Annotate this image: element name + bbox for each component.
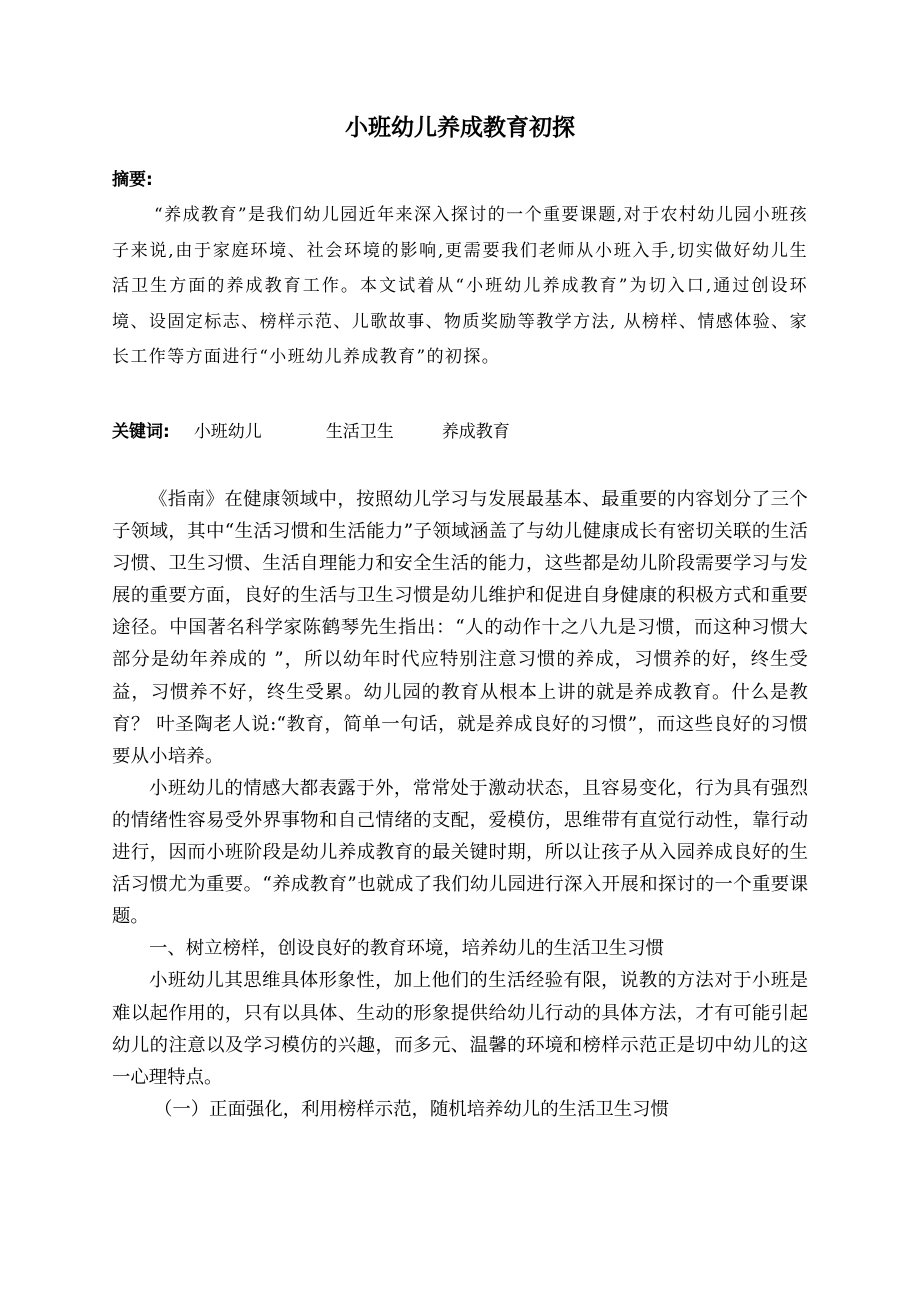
section-heading: 一、树立榜样，创设良好的教育环境，培养幼儿的生活卫生习惯 [149,938,664,960]
body-paragraph: 小班幼儿其思维具体形象性，加上他们的生活经验有限，说教的方法对于小班是难以起作用的，只有以具体、生动的形象提供给幼儿行动的具体方法，才有可能引起幼儿的注意以及学习模仿的兴趣，而多元、温馨的环境和榜样示范正是切中幼儿的这一心理特点。 [112,970,808,1088]
body-text [112,484,808,1126]
abstract-text: “养成教育”是我们幼儿园近年来深入探讨的一个重要课题,对于农村幼儿园小班孩子来说,由于家庭环境、社会环境的影响,更需要我们老师从小班入手,切实做好幼儿生活卫生方面的养成教育工作。本文试着从“小班幼儿养成教育”为切入口,通过创设环境、设固定标志、榜样示范、儿歌故事、物质奖励等教学方法, 从榜样、情感体验、家长工作等方面进行“小班幼儿养成教育”的初探。 [112,205,808,367]
body-paragraph: 小班幼儿的情感大都表露于外，常常处于激动状态，且容易变化，行为具有强烈的情绪性容易受外界事物和自己情绪的支配，爱模仿，思维带有直觉行动性，靠行动进行，因而小班阶段是幼儿养成教育的最关键时期，所以让孩子从入园养成良好的生活习惯尤为重要。“养成教育”也就成了我们幼儿园进行深入开展和探讨的一个重要课题。 [112,777,808,928]
keywords-line [112,418,510,446]
subsection-heading: （一）正面强化，利用榜样示范，随机培养幼儿的生活卫生习惯 [154,1098,669,1120]
abstract-heading: 摘要: [112,170,153,190]
keywords-label: 关键词: [112,422,170,442]
body-paragraph: 《指南》在健康领域中，按照幼儿学习与发展最基本、最重要的内容划分了三个子领域，其中“生活习惯和生活能力”子领域涵盖了与幼儿健康成长有密切关联的生活习惯、卫生习惯、生活自理能力和安全生活的能力，这些都是幼儿阶段需要学习与发展的重要方面，良好的生活与卫生习惯是幼儿维护和促进自身健康的积极方式和重要途径。中国著名科学家陈鹤琴先生指出：“人的动作十之八九是习惯，而这种习惯大部分是幼年养成的 ”，所以幼年时代应特别注意习惯的养成，习惯养的好，终生受益，习惯养不好，终生受累。幼儿园的教育从根本上讲的就是养成教育。什么是教育？ 叶圣陶老人说:“教育，简单一句话，就是养成良好的习惯”，而这些良好的习惯要从小培养。 [112,489,808,767]
document-title: 小班幼儿养成教育初探 [345,115,575,141]
keyword-item: 生活卫生 [325,422,394,442]
keyword-item: 养成教育 [441,422,510,442]
keyword-item: 小班幼儿 [193,422,262,442]
